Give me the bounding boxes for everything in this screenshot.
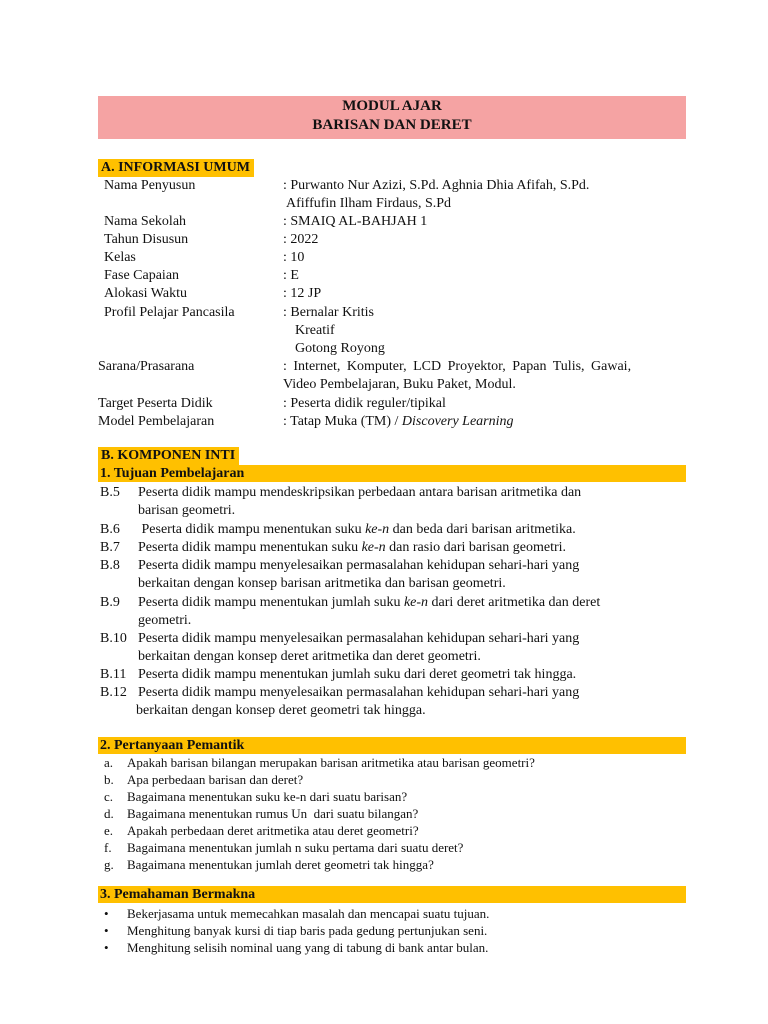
info-value: Video Pembelajaran, Buku Paket, Modul. [283,377,516,392]
list-item: B.12 Peserta didik mampu menyelesaikan permasalahan kehidupan sehari-hari yang [100,685,580,700]
list-item-cont: geometri. [138,613,192,628]
list-item: a. Apakah barisan bilangan merupakan barisan aritmetika atau barisan geometri? [104,755,535,770]
info-label: Nama Penyusun [104,178,196,193]
title-banner [98,96,686,139]
info-label: Alokasi Waktu [104,286,187,301]
info-value: : E [283,268,299,283]
info-label: Profil Pelajar Pancasila [104,305,235,320]
list-item: B.5 Peserta didik mampu mendeskripsikan perbedaan antara barisan aritmetika dan [100,485,582,500]
list-item: B.10 Peserta didik mampu menyelesaikan permasalahan kehidupan sehari-hari yang [100,631,580,646]
list-item: B.7 Peserta didik mampu menentukan suku ke-n dan rasio dari barisan geometri. [100,540,567,555]
list-item: b. Apa perbedaan barisan dan deret? [104,772,304,787]
info-value: : Peserta didik reguler/tipikal [283,396,446,411]
list-item: d. Bagaimana menentukan rumus Un dari suatu bilangan? [104,806,419,821]
info-label: Tahun Disusun [104,232,189,247]
info-label: Sarana/Prasarana [98,359,195,374]
pemantik-heading: 2. Pertanyaan Pemantik [98,737,686,754]
bullet-icon: • [104,906,109,921]
list-item-cont: barisan geometri. [138,503,236,518]
list-item: • Menghitung selisih nominal uang yang di tabung di bank antar bulan. [104,940,489,955]
list-item: B.6 Peserta didik mampu menentukan suku ke-n dan beda dari barisan aritmetika. [100,522,576,537]
list-item: f. Bagaimana menentukan jumlah n suku pertama dari suatu deret? [104,840,464,855]
info-label: Target Peserta Didik [98,396,213,411]
bullet-icon: • [104,923,109,938]
info-value: : SMAIQ AL-BAHJAH 1 [283,214,428,229]
title-line-2: BARISAN DAN DERET [312,117,472,133]
list-item: • Menghitung banyak kursi di tiap baris pada gedung pertunjukan seni. [104,923,488,938]
list-item: • Bekerjasama untuk memecahkan masalah dan mencapai suatu tujuan. [104,906,490,921]
list-item: B.9 Peserta didik mampu menentukan jumlah suku ke-n dari deret aritmetika dan deret [100,595,601,610]
info-value: : 10 [283,250,305,265]
info-label: Fase Capaian [104,268,180,283]
list-item-cont: berkaitan dengan konsep deret geometri tak hingga. [136,703,426,718]
info-value: : Bernalar Kritis [283,305,374,320]
info-value: : 12 JP [283,286,322,301]
info-value: Kreatif [295,323,335,338]
list-item: B.8 Peserta didik mampu menyelesaikan permasalahan kehidupan sehari-hari yang [100,558,580,573]
tujuan-heading: 1. Tujuan Pembelajaran [98,465,686,482]
list-item: B.11 Peserta didik mampu menentukan jumlah suku dari deret geometri tak hingga. [100,667,577,682]
info-value: : Tatap Muka (TM) / Discovery Learning [283,414,514,429]
info-value: : Internet, Komputer, LCD Proyektor, Papan Tulis, Gawai, [283,359,632,374]
info-value: : Purwanto Nur Azizi, S.Pd. Aghnia Dhia Afifah, S.Pd. [283,178,590,193]
list-item-cont: berkaitan dengan konsep barisan aritmetika dan barisan geometri. [138,576,506,591]
title-line-1: MODUL AJAR [342,98,442,114]
list-item: e. Apakah perbedaan deret aritmetika atau deret geometri? [104,823,419,838]
pemahaman-heading: 3. Pemahaman Bermakna [98,886,686,903]
bullet-icon: • [104,940,109,955]
section-b-heading: B. KOMPONEN INTI [98,447,239,465]
info-value: Afiffufin Ilham Firdaus, S.Pd [286,196,452,211]
list-item: g. Bagaimana menentukan jumlah deret geometri tak hingga? [104,857,434,872]
list-item: c. Bagaimana menentukan suku ke-n dari suatu barisan? [104,789,408,804]
info-value: : 2022 [283,232,319,247]
info-label: Nama Sekolah [104,214,187,229]
list-item-cont: berkaitan dengan konsep deret aritmetika dan deret geometri. [138,649,481,664]
info-label: Model Pembelajaran [98,414,215,429]
info-label: Kelas [104,250,136,265]
section-a-heading: A. INFORMASI UMUM [98,159,254,177]
info-value: Gotong Royong [295,341,385,356]
